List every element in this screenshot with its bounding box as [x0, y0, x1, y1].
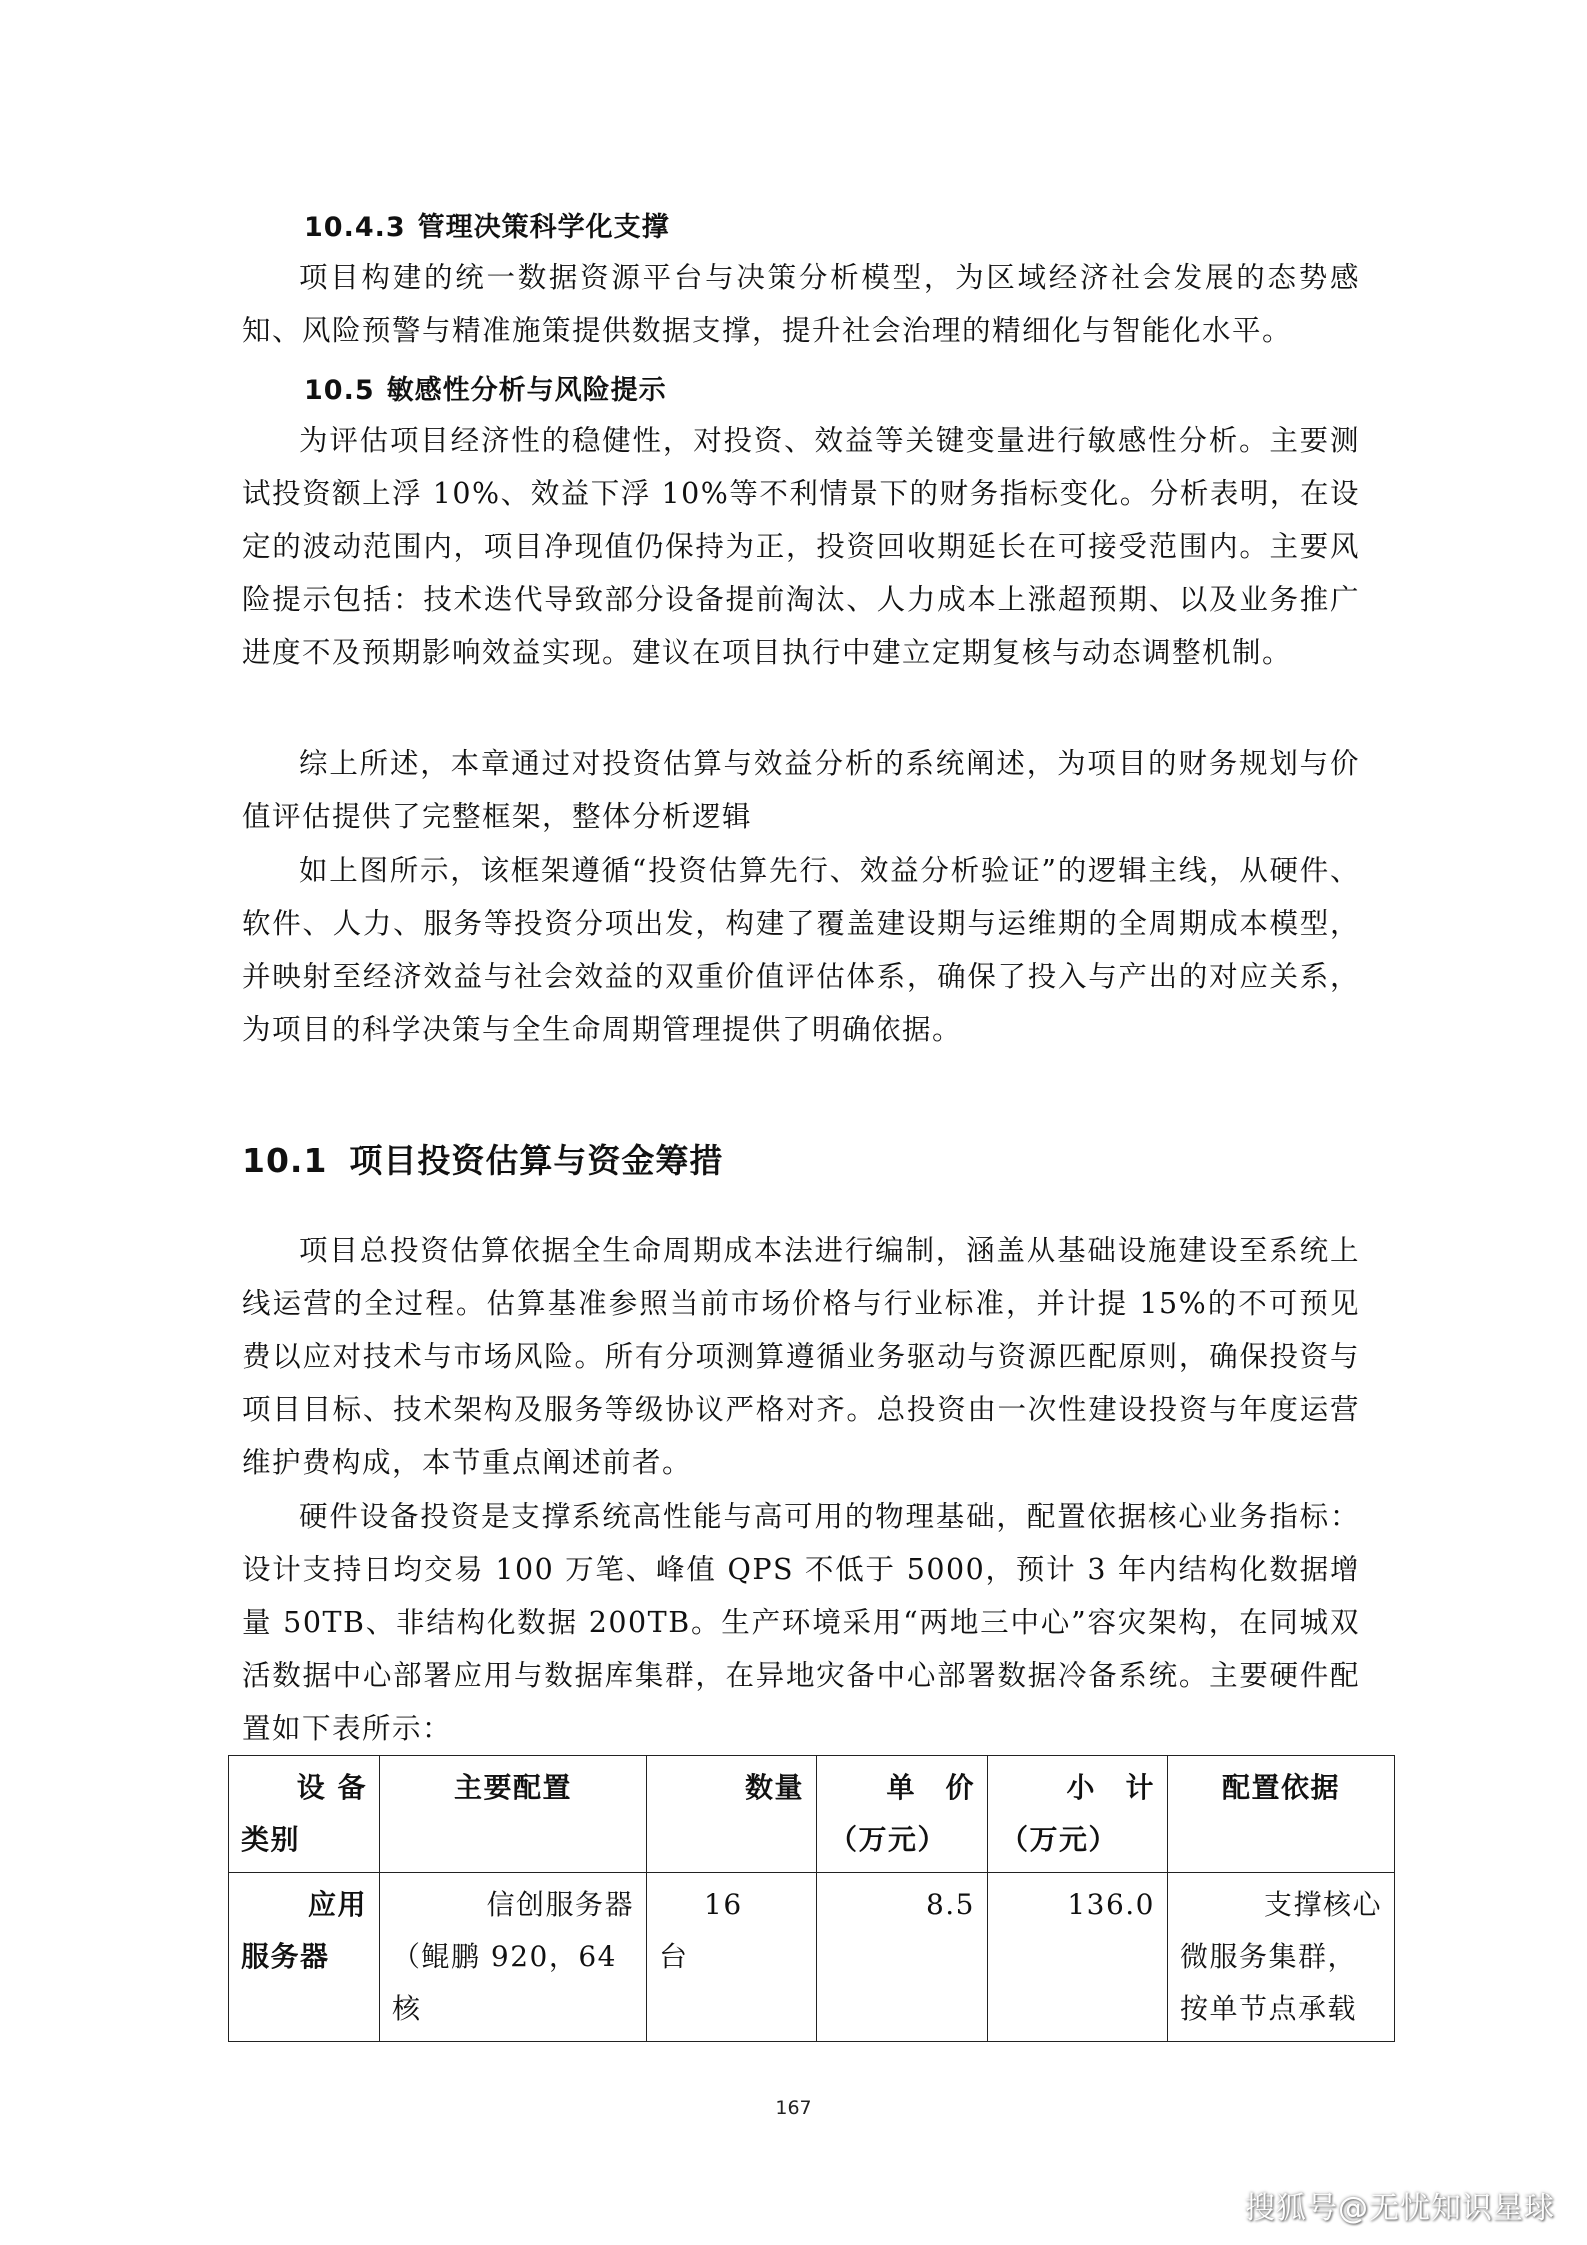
cell-config: [380, 1873, 647, 2042]
cell-basis: [1168, 1873, 1395, 2042]
header-unit-price-line2: （万元）: [829, 1823, 948, 1856]
section-title: 敏感性分析与风险提示: [386, 375, 667, 406]
cell-unit-price: [817, 1873, 988, 2042]
cell-quantity: [647, 1873, 817, 2042]
table-header-row: [229, 1756, 1395, 1873]
cell-subtotal: [988, 1873, 1168, 2042]
cell-category-line2: 服务器: [241, 1940, 330, 1973]
header-basis-label: 配置依据: [1221, 1771, 1340, 1804]
cell-config-line2: （鲲鹏 920，64: [392, 1940, 617, 1973]
cell-subtotal-value: 136.0: [1067, 1888, 1155, 1921]
header-unit-price-line1: 单 价: [886, 1771, 975, 1804]
cell-basis-line3: 按单节点承载: [1180, 1992, 1358, 2025]
header-subtotal-line1: 小 计: [1066, 1771, 1155, 1804]
header-main-config-label: 主要配置: [453, 1771, 572, 1804]
cell-category-line1: 应用: [307, 1888, 367, 1921]
page-number: 167: [775, 2097, 812, 2119]
header-category-line1: 设 备: [296, 1771, 367, 1804]
cell-unit-price-value: 8.5: [925, 1888, 975, 1921]
section-number: 10.4.3: [304, 212, 406, 243]
header-quantity-label: 数量: [744, 1771, 804, 1804]
paragraph-sensitivity-analysis: 为评估项目经济性的稳健性，对投资、效益等关键变量进行敏感性分析。主要测试投资额上浮 10%、效益下浮 10%等不利情景下的财务指标变化。分析表明，在设定的波动范围内，项目净现值仍保持为正，投资回收期延长在可接受范围内。主要风险提示包括：技术迭代导致部分设备提前淘汰、人力成本上涨超预期、以及业务推广进度不及预期影响效益实现。建议在项目执行中建立定期复核与动态调整机制。: [242, 424, 1360, 669]
cell-config-line1: 信创服务器: [486, 1888, 634, 1921]
section-heading-10-5: [304, 368, 667, 407]
table-row: [229, 1873, 1395, 2042]
header-quantity: [647, 1756, 817, 1873]
cell-basis-line1: 支撑核心: [1263, 1888, 1382, 1921]
paragraph-framework-description: 如上图所示，该框架遵循“投资估算先行、效益分析验证”的逻辑主线，从硬件、软件、人力、服务等投资分项出发，构建了覆盖建设期与运维期的全周期成本模型，并映射至经济效益与社会效益的双重价值评估体系，确保了投入与产出的对应关系，为项目的科学决策与全生命周期管理提供了明确依据。: [242, 854, 1360, 1046]
header-basis: [1168, 1756, 1395, 1873]
section-heading-10-1: [242, 1135, 723, 1182]
header-subtotal: [988, 1756, 1168, 1873]
paragraph-decision-support: 项目构建的统一数据资源平台与决策分析模型，为区域经济社会发展的态势感知、风险预警与精准施策提供数据支撑，提升社会治理的精细化与智能化水平。: [242, 261, 1360, 347]
header-category: [229, 1756, 380, 1873]
section-number: 10.1: [242, 1141, 328, 1180]
paragraph-hardware-investment: 硬件设备投资是支撑系统高性能与高可用的物理基础，配置依据核心业务指标：设计支持日均交易 100 万笔、峰值 QPS 不低于 5000，预计 3 年内结构化数据增量 50TB、非结构化数据 200TB。生产环境采用“两地三中心”容灾架构，在同城双活数据中心部署应用与数据库集群，在异地灾备中心部署数据冷备系统。主要硬件配置如下表所示：: [242, 1500, 1360, 1745]
header-category-line2: 类别: [241, 1823, 301, 1856]
header-subtotal-line2: （万元）: [1000, 1823, 1119, 1856]
paragraph-summary: 综上所述，本章通过对投资估算与效益分析的系统阐述，为项目的财务规划与价值评估提供了完整框架，整体分析逻辑: [242, 747, 1360, 833]
cell-quantity-line1: 16: [704, 1888, 743, 1921]
cell-basis-line2: 微服务集群，: [1180, 1940, 1358, 1973]
section-title: 项目投资估算与资金筹措: [349, 1141, 724, 1180]
hardware-config-table: [228, 1755, 1395, 2042]
cell-category: [229, 1873, 380, 2042]
paragraph-investment-estimation: 项目总投资估算依据全生命周期成本法进行编制，涵盖从基础设施建设至系统上线运营的全过程。估算基准参照当前市场价格与行业标准，并计提 15%的不可预见费以应对技术与市场风险。所有分项测算遵循业务驱动与资源匹配原则，确保投资与项目目标、技术架构及服务等级协议严格对齐。总投资由一次性建设投资与年度运营维护费构成，本节重点阐述前者。: [242, 1234, 1360, 1479]
section-number: 10.5: [304, 375, 375, 406]
section-heading-10-4-3: [304, 205, 670, 244]
watermark: 搜狐号@无忧知识星球: [1245, 2191, 1555, 2226]
cell-quantity-line2: 台: [659, 1940, 689, 1973]
header-main-config: [380, 1756, 647, 1873]
header-unit-price: [817, 1756, 988, 1873]
section-title: 管理决策科学化支撑: [417, 212, 670, 243]
cell-config-line3: 核: [392, 1992, 422, 2025]
